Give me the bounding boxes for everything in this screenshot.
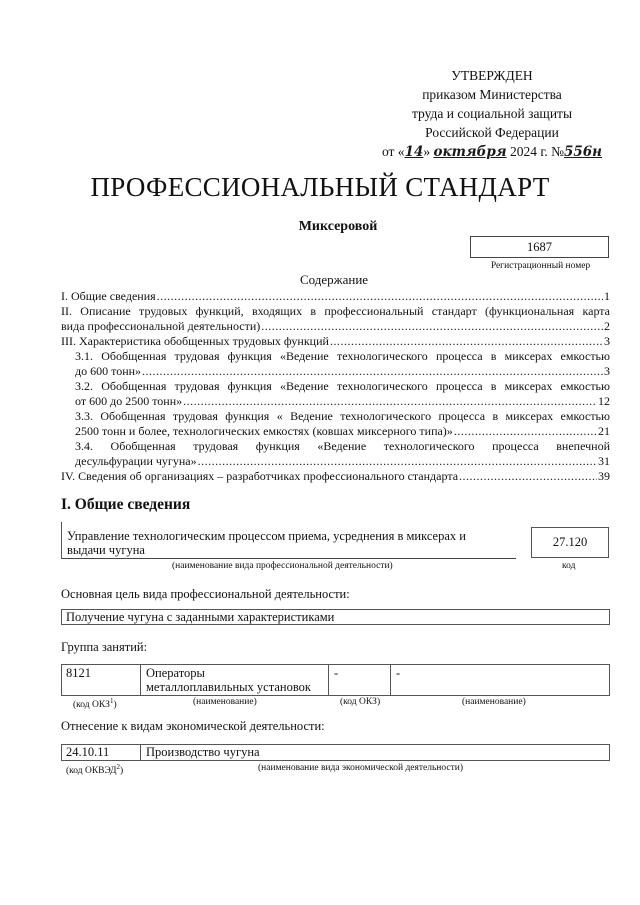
activity-name-line-1: Управление технологическим процессом приема, усреднения в миксерах и (67, 529, 466, 543)
document-title: ПРОФЕССИОНАЛЬНЫЙ СТАНДАРТ (90, 172, 550, 202)
toc-item-page: 31 (598, 454, 610, 468)
approval-date-line (372, 142, 612, 162)
section-heading: I. Общие сведения (61, 496, 191, 513)
registration-number-box: 1687 (470, 236, 609, 258)
okz-name-label-1: (наименование) (193, 697, 257, 707)
okz-code-label-2: (код ОКЗ) (340, 697, 381, 707)
occupation-name-1-line-2: металлоплавильных установок (146, 680, 311, 694)
goal-box: Получение чугуна с заданными характеристиками (61, 609, 610, 625)
approval-line-2: приказом Министерства (422, 87, 562, 102)
activity-underline (61, 546, 516, 559)
toc-item-text: 3.1. Обобщенная трудовая функция «Ведение технологического процесса в миксерах емкостью (75, 349, 610, 363)
approval-block (372, 66, 612, 162)
toc-item-text: IV. Сведения об организациях – разработчиках профессионального стандарта (61, 469, 459, 483)
document-subtitle: Миксеровой (298, 219, 378, 234)
okved-name: Производство чугуна (146, 745, 260, 759)
toc-item[interactable] (61, 289, 610, 304)
toc-item-text-cont: десульфурации чугуна» (75, 454, 197, 468)
toc-item-text: I. Общие сведения (61, 289, 156, 303)
toc-item-page: 1 (604, 289, 610, 303)
toc-item[interactable] (61, 409, 610, 439)
occupation-code-1: 8121 (66, 666, 91, 680)
toc-item-page: 12 (598, 394, 610, 408)
toc-item-page: 39 (598, 469, 610, 483)
toc-item[interactable] (61, 439, 610, 469)
okved-code-label: (код ОКВЭД$^2$) (66, 763, 124, 777)
approval-line-3: труда и социальной защиты (411, 106, 573, 121)
approval-month: октября (433, 144, 507, 160)
okved-code: 24.10.11 (66, 745, 110, 759)
occupation-name-1-line-1: Операторы (146, 666, 205, 680)
toc-item-text: III. Характеристика обобщенных трудовых функций (61, 334, 329, 348)
goal-label: Основная цель вида профессиональной деятельности: (61, 587, 350, 601)
activity-code-box: 27.120 (531, 527, 609, 558)
toc-item[interactable] (61, 379, 610, 409)
okz-name-label-2: (наименование) (462, 697, 526, 707)
okved-name-label: (наименование вида экономической деятельности) (258, 763, 463, 773)
approval-year: 2024 г. № (509, 144, 564, 159)
okz-code-label: (код ОКЗ$^1$) (73, 697, 117, 711)
activity-name-line-2: выдачи чугуна (67, 543, 145, 557)
toc-item-text-cont: от 600 до 2500 тонн» (75, 394, 183, 408)
toc-item-text: 3.2. Обобщенная трудовая функция «Ведение технологического процесса в миксерах емкостью (75, 379, 610, 393)
activity-name-label: (наименование вида профессиональной деятельности) (172, 561, 393, 571)
approval-number: 556н (564, 144, 603, 160)
toc-item-page: 3 (604, 364, 610, 378)
activity-code-label: код (562, 561, 576, 571)
table-of-contents (61, 289, 610, 484)
toc-item-text: 3.4. Обобщенная трудовая функция «Ведение технологического процесса внепечной (75, 439, 610, 453)
toc-item-page: 3 (604, 334, 610, 348)
econ-table (61, 744, 610, 761)
toc-item[interactable] (61, 349, 610, 379)
group-label: Группа занятий: (61, 640, 148, 654)
approval-from: от « (381, 144, 405, 159)
toc-item[interactable] (61, 304, 610, 334)
toc-item-text-cont: вида профессиональной деятельности) (61, 319, 261, 333)
approval-line-4: Российской Федерации (425, 125, 559, 140)
registration-number-label: Регистрационный номер (490, 261, 591, 271)
approval-day: 14 (404, 144, 424, 160)
occupation-code-2: - (334, 666, 339, 680)
occupation-name-2: - (396, 666, 401, 680)
econ-label: Отнесение к видам экономической деятельности: (61, 719, 325, 733)
toc-item-page: 2 (604, 319, 610, 333)
approval-line-1: УТВЕРЖДЕН (451, 68, 533, 83)
toc-heading: Содержание (299, 272, 369, 287)
toc-item-text: II. Описание трудовых функций, входящих в профессиональный стандарт (функциональная карта (61, 304, 610, 318)
toc-item-page: 21 (598, 424, 610, 438)
toc-item-text: 3.3. Обобщенная трудовая функция « Ведение технологического процесса в миксерах емкостью (75, 409, 610, 423)
toc-item[interactable] (61, 469, 610, 484)
toc-item[interactable] (61, 334, 610, 349)
approval-quote: » (423, 144, 431, 159)
toc-item-text-cont: 2500 тонн и более, технологических емкостях (ковшах миксерного типа)» (75, 424, 453, 438)
toc-item-text-cont: до 600 тонн» (75, 364, 142, 378)
